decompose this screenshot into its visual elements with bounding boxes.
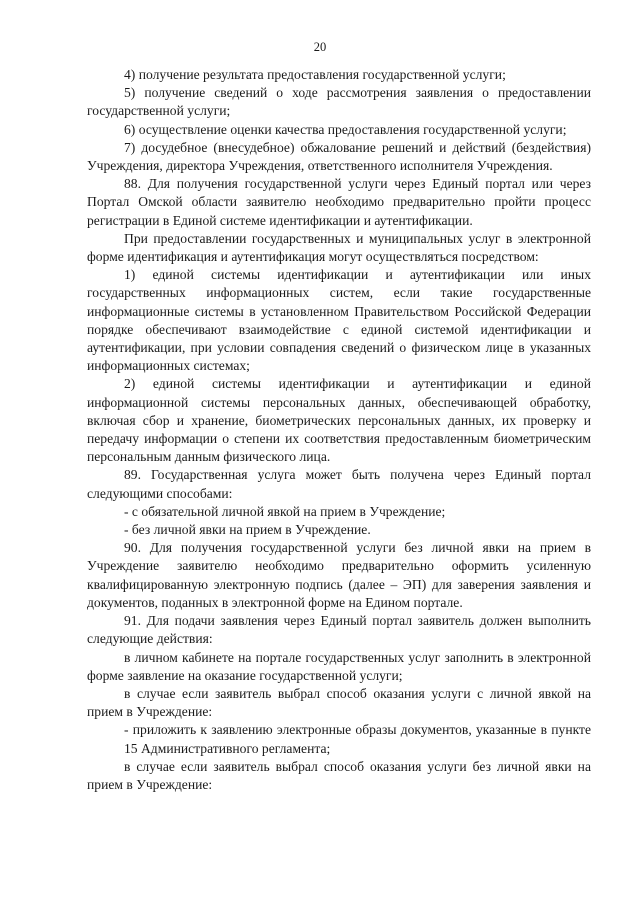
paragraph-identification-1: 1) единой системы идентификации и аутентификации или иных государственных информационных систем, если такие государственные информационные системы в установленном Правительством Российской Федерации порядке обеспечивают взаимодействие с единой системой идентификации и аутентификации, при условии совпадения сведений о физическом лице в указанных информационных системах; xyxy=(87,267,591,374)
paragraph-case-with-visit: в случае если заявитель выбрал способ оказания услуги с личной явкой на прием в Учреждение: xyxy=(87,685,591,720)
paragraph-case-without-visit: в случае если заявитель выбрал способ оказания услуги без личной явки на прием в Учреждение: xyxy=(87,758,591,792)
paragraph-item-5: 5) получение сведений о ходе рассмотрения заявления о предоставлении государственной услуги; xyxy=(87,85,591,119)
paragraph-88: 88. Для получения государственной услуги через Единый портал или через Портал Омской области заявителю необходимо предварительно пройти процесс регистрации в Единой системе идентификации и аутентификации. xyxy=(87,176,591,228)
document-body xyxy=(87,66,591,794)
paragraph-item-4: 4) получение результата предоставления государственной услуги; xyxy=(124,67,506,82)
paragraph-identification-intro: При предоставлении государственных и муниципальных услуг в электронной форме идентификация и аутентификация могут осуществляться посредством: xyxy=(87,230,591,265)
paragraph-91: 91. Для подачи заявления через Единый портал заявитель должен выполнить следующие действия: xyxy=(87,613,591,647)
paragraph-item-7: 7) досудебное (внесудебное) обжалование решений и действий (бездействия) Учреждения, директора Учреждения, ответственного исполнителя Учреждения. xyxy=(87,139,591,174)
paragraph-method-without-visit: - без личной явки на прием в Учреждение. xyxy=(124,522,371,538)
paragraph-90: 90. Для получения государственной услуги без личной явки на прием в Учреждение заявителю необходимо предварительно оформить усиленную квалифицированную электронную подпись (далее – ЭП) для заверения заявления и документов, поданных в электронной форме на Едином портале. xyxy=(87,540,591,610)
paragraph-attach-documents: - приложить к заявлению электронные образы документов, указанные в пункте 15 Административного регламента; xyxy=(124,722,591,756)
paragraph-item-6: 6) осуществление оценки качества предоставления государственной услуги; xyxy=(124,121,567,137)
paragraph-method-with-visit: - с обязательной личной явкой на прием в Учреждение; xyxy=(124,503,446,519)
paragraph-fill-form: в личном кабинете на портале государственных услуг заполнить в электронной форме заявление на оказание государственной услуги; xyxy=(87,649,591,683)
page-number: 20 xyxy=(313,40,327,54)
paragraph-89: 89. Государственная услуга может быть получена через Единый портал следующими способами: xyxy=(87,467,591,501)
paragraph-identification-2: 2) единой системы идентификации и аутентификации и единой информационной системы персональных данных, обеспечивающей обработку, включая сбор и хранение, биометрических персональных данных, их проверку и передачу информации о степени их соответствия предоставленным биометрическим персональным данным физического лица. xyxy=(87,376,591,465)
